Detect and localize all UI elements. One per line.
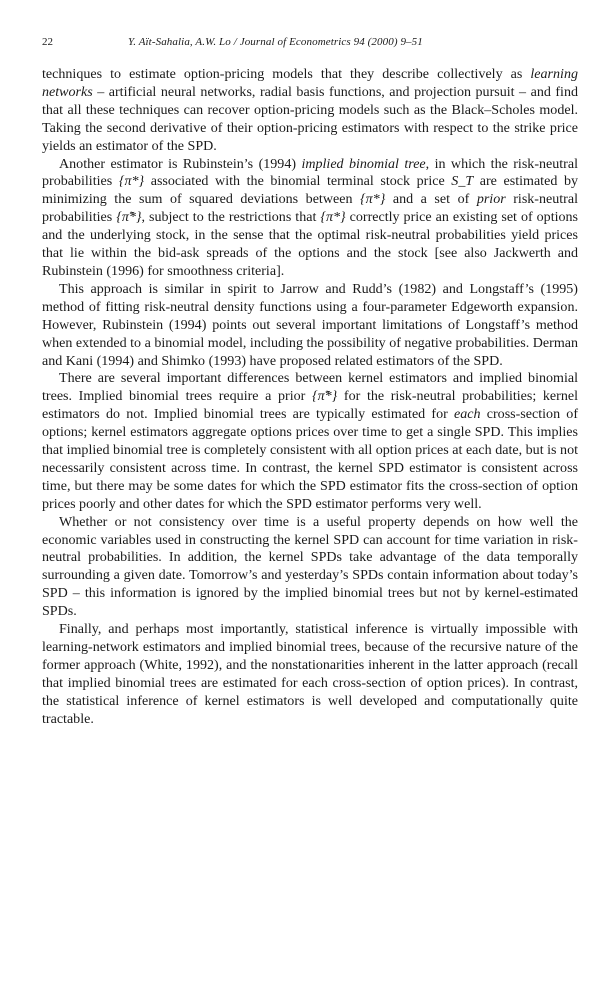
paragraph-4: There are several important differences between kernel estimators and implied binomial trees. Implied binomial trees require a prior {π̃*} for the risk-neutral probabilities; kernel estimators do not. Implied binomial trees are typically estimated for each cross-section of options; kernel estimators aggregate options prices over time to get a single SPD. This implies that implied binomial tree is completely consistent with all option prices at each date, but is not necessarily consistent across time. In contrast, the kernel SPD estimator is consistent across time, but there may be some dates for which the SPD estimator fits the cross-section of option prices poorly and other dates for which the SPD estimator performs very well.	[42, 370, 579, 512]
page-number: 22	[42, 36, 53, 48]
running-head	[42, 36, 578, 52]
math-pi-star: {π*}	[360, 191, 386, 208]
paragraph-6: Finally, and perhaps most importantly, statistical inference is virtually impossible with learning-network estimators and implied binomial trees, because of the recursive nature of the former approach (White, 1992), and the nonstationarities inherent in the latter approach (recall that implied binomial trees are estimated for each cross-section of option prices). In contrast, the statistical inference of kernel estimators is well developed and computationally quite tractable.	[42, 621, 578, 727]
article-body	[42, 66, 578, 729]
paragraph-3: This approach is similar in spirit to Jarrow and Rudd’s (1982) and Longstaff’s (1995) method of fitting risk-neutral density functions using a four-parameter Edgeworth expansion. However, Rubinstein (1994) points out several important limitations of Longstaff’s method when extended to a binomial model, including the possibility of negative probabilities. Derman and Kani (1994) and Shimko (1993) have proposed related estimators of the SPD.	[42, 280, 579, 369]
math-pi-tilde-star: {π̃*}	[311, 388, 338, 405]
paragraph-5: Whether or not consistency over time is a useful property depends on how well the economic variables used in constructing the kernel SPD can account for time variation in risk-neutral probabilities. In addition, the kernel SPDs take advantage of the data temporally surrounding a given date. Tomorrow’s and yesterday’s SPDs contain information about today’s SPD – this information is ignored by the implied binomial trees but not by kernel-estimated SPDs.	[42, 513, 578, 620]
paragraph-2: Another estimator is Rubinstein’s (1994) implied binomial tree, in which the risk-neutral probabilities {π*} associated with the binomial terminal stock price S_T are estimated by minimizing the sum of squared deviations between {π*} and a set of prior risk-neutral probabilities {π̃*}, subject to the restrictions that {π*} correctly price an existing set of options and the underlying stock, in the sense that the optimal risk-neutral probabilities yield prices that lie within the bid-ask spreads of the options and the stock [see also Jackwerth and Rubinstein (1996) for smoothness criteria].	[42, 155, 579, 279]
math-pi-tilde-star: {π̃*}	[116, 209, 142, 226]
math-s-t: S_T	[451, 173, 474, 190]
paragraph-1: techniques to estimate option-pricing models that they describe collectively as learning networks – artificial neural networks, radial basis functions, and projection pursuit – and find that all these techniques can recover option-pricing models such as the Black–Scholes model. Taking the second derivative of their option-pricing estimators with respect to the strike price yields an estimator of the SPD.	[42, 66, 578, 154]
journal-citation: Y. Aït-Sahalia, A.W. Lo / Journal of Econometrics 94 (2000) 9–51	[128, 36, 423, 48]
math-pi-star: {π*}	[320, 209, 346, 226]
journal-page	[42, 36, 578, 729]
math-pi-star: {π*}	[118, 173, 145, 190]
